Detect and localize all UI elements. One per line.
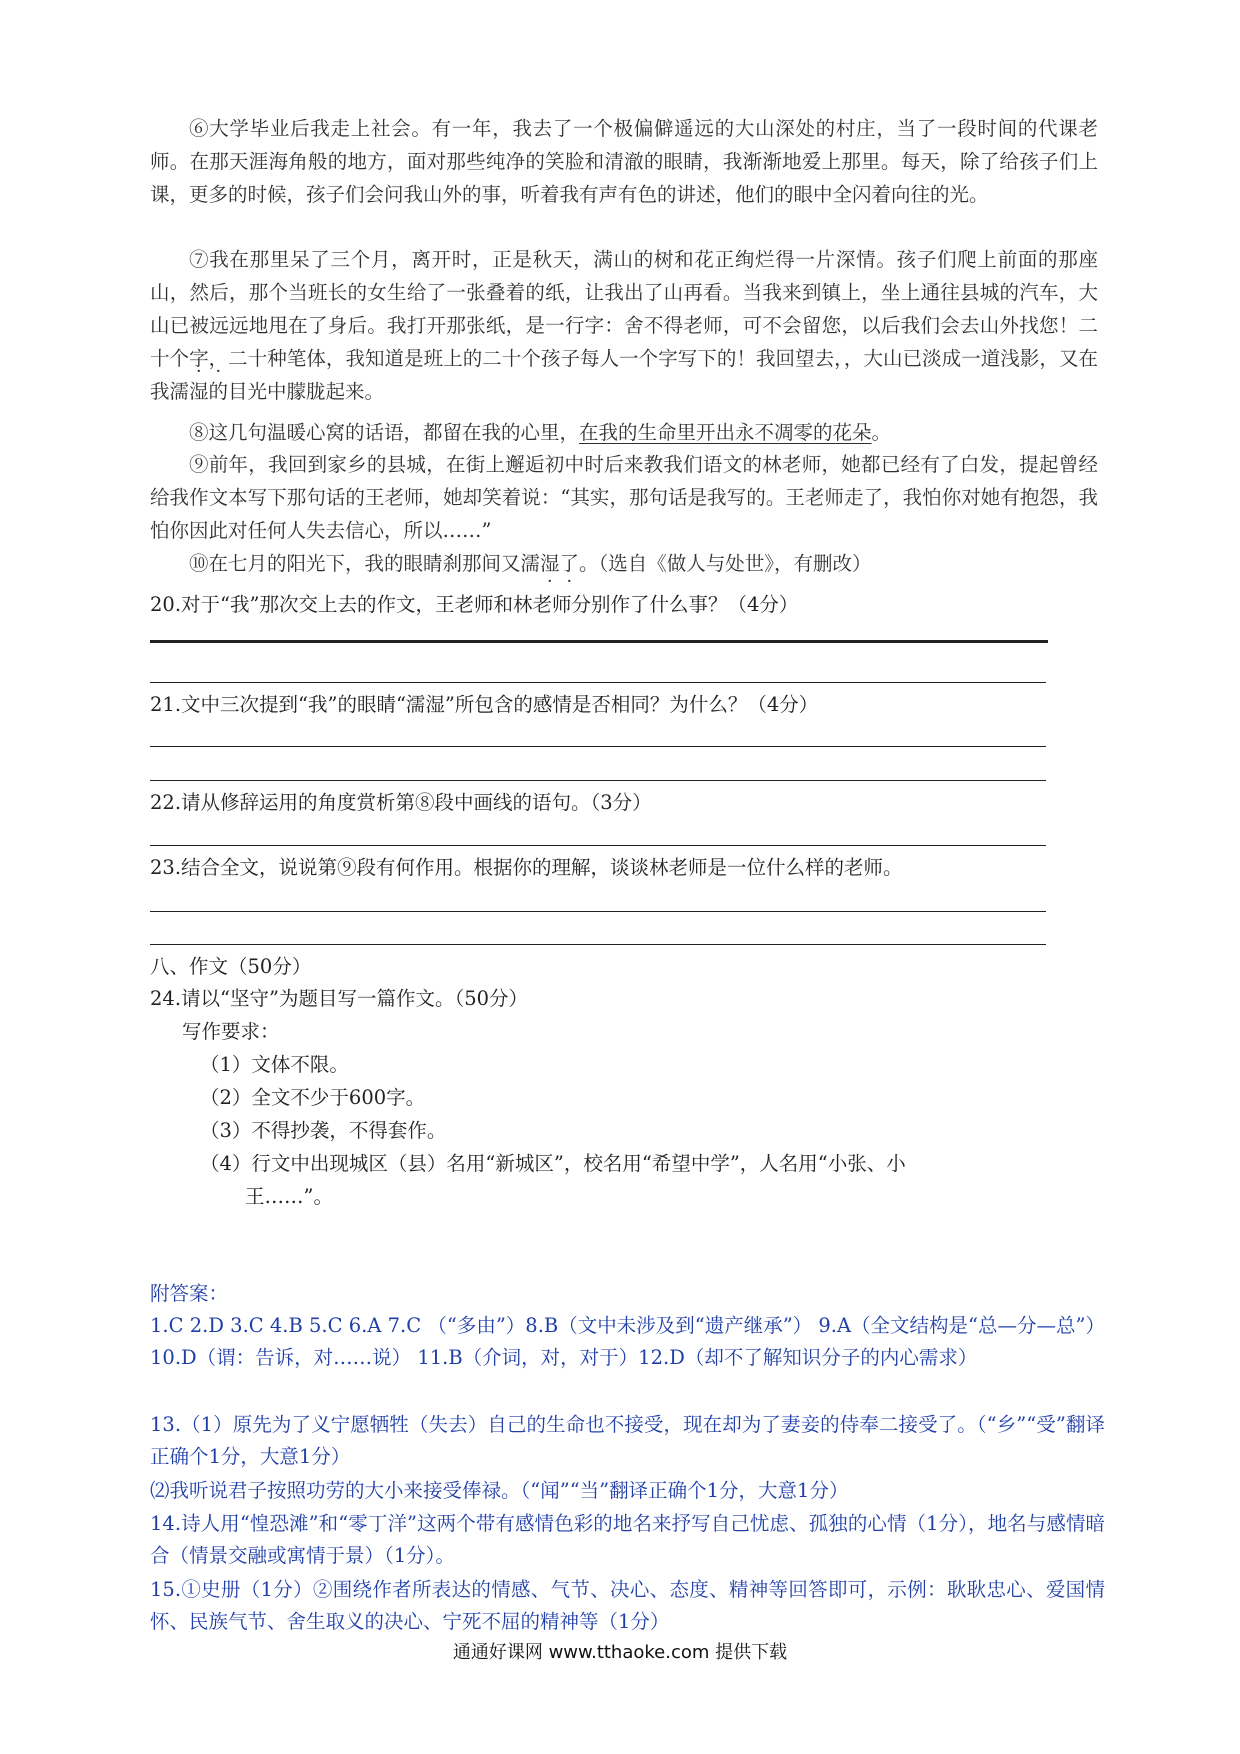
answer-line[interactable] — [150, 640, 1048, 643]
answer-14: 14.诗人用“惶恐滩”和“零丁洋”这两个带有感情色彩的地名来抒写自己忧虑、孤独的心情（1分），地名与感情暗合（情景交融或寓情于景）（1分）。 — [150, 1512, 1105, 1567]
answer-13-1: 13.（1）原先为了义宁愿牺牲（失去）自己的生命也不接受，现在却为了妻妾的侍奉二接受了。（“乡”“受”翻译正确个1分，大意1分） — [150, 1413, 1105, 1468]
paragraph-9: ⑨前年，我回到家乡的县城，在街上邂逅初中时后来教我们语文的林老师，她都已经有了白发，提起曾经给我作文本写下那句话的王老师，她却笑着说：“其实，那句话是我写的。王老师走了，我怕你对她有抱怨，我怕你因此对任何人失去信心，所以……” — [150, 453, 1098, 542]
question-23: 23.结合全文，说说第⑨段有何作用。根据你的理解，谈谈林老师是一位什么样的老师。 — [150, 856, 903, 879]
requirement-4: （4）行文中出现城区（县）名用“新城区”，校名用“希望中学”，人名用“小张、小 — [200, 1152, 906, 1175]
paragraph-7: ⑦我在那里呆了三个月，离开时，正是秋天，满山的树和花正绚烂得一片深情。孩子们爬上前面的那座山，然后，那个当班长的女生给了一张叠着的纸，让我出了山再看。当我来到镇上，坐上通往县城的汽车，大山已被远远地甩在了身后。我打开那张纸，是一行字：舍不得老师，可不会留您，以后我们会去山外找您！二十个字，二十种笔体，我知道是班上的二十个孩子每人一个字写下的！我回望去，，大山已淡成一道浅影，又在我濡湿的目光中朦胧起来。 — [150, 248, 1098, 403]
answer-line[interactable] — [150, 845, 1046, 846]
question-22: 22.请从修辞运用的角度赏析第⑧段中画线的语句。（3分） — [150, 791, 652, 814]
answer-line[interactable] — [150, 780, 1046, 781]
answer-13-2: ⑵我听说君子按照功劳的大小来接受俸禄。（“闻”“当”翻译正确个1分，大意1分） — [150, 1479, 849, 1502]
answer-line[interactable] — [150, 944, 1046, 945]
emphasis-char: 湿 — [540, 552, 560, 575]
underlined-sentence: 在我的生命里开出永不凋零的花朵 — [579, 421, 872, 444]
answer-15: 15.①史册（1分）②围绕作者所表达的情感、气节、决心、态度、精神等回答即可，示例：耿耿忠心、爱国情怀、民族气节、舍生取义的决心、宁死不屈的精神等（1分） — [150, 1578, 1105, 1633]
paragraph-8: ⑧这几句温暖心窝的话语，都留在我的心里，在我的生命里开出永不凋零的花朵。 — [189, 421, 892, 444]
requirement-4-continued: 王……”。 — [245, 1185, 333, 1208]
answer-line[interactable] — [150, 911, 1046, 912]
requirement-1: （1）文体不限。 — [200, 1053, 349, 1076]
question-24: 24.请以“坚守”为题目写一篇作文。（50分） — [150, 987, 529, 1010]
answer-1-12: 1.C 2.D 3.C 4.B 5.C 6.A 7.C （“多由”）8.B（文中未涉及到“遗产继承”） 9.A（全文结构是“总—分—总”） 10.D（谓：告诉，对……说） 11.B（介词，对，对于）12.D（却不了解知识分子的内心需求） — [150, 1314, 1105, 1369]
question-20: 20.对于“我”那次交上去的作文，王老师和林老师分别作了什么事？（4分） — [150, 593, 799, 616]
answer-line[interactable] — [150, 746, 1046, 747]
requirement-2: （2）全文不少于600字。 — [200, 1086, 426, 1109]
section-heading-composition: 八、作文（50分） — [150, 955, 312, 978]
answers-title: 附答案： — [150, 1282, 229, 1305]
emphasis-char: 湿 — [189, 380, 209, 403]
paragraph-6: ⑥大学毕业后我走上社会。有一年，我去了一个极偏僻遥远的大山深处的村庄，当了一段时间的代课老师。在那天涯海角般的地方，面对那些纯净的笑脸和清澈的眼睛，我渐渐地爱上那里。每天，除了给孩子们上课，更多的时候，孩子们会问我山外的事，听着我有声有色的讲述，他们的眼中全闪着向往的光。 — [150, 117, 1098, 206]
paragraph-10: ⑩在七月的阳光下，我的眼睛刹那间又濡湿了。（选自《做人与处世》，有删改） — [189, 552, 872, 575]
writing-requirements-title: 写作要求： — [182, 1020, 280, 1043]
requirement-3: （3）不得抄袭，不得套作。 — [200, 1119, 447, 1142]
footer-source: 通通好课网 www.tthaoke.com 提供下载 — [452, 1642, 788, 1663]
emphasis-char: 濡 — [520, 552, 541, 575]
question-21: 21.文中三次提到“我”的眼睛“濡湿”所包含的感情是否相同？为什么？（4分） — [150, 693, 819, 716]
emphasis-char: 濡 — [169, 380, 190, 403]
answer-line[interactable] — [150, 682, 1046, 683]
